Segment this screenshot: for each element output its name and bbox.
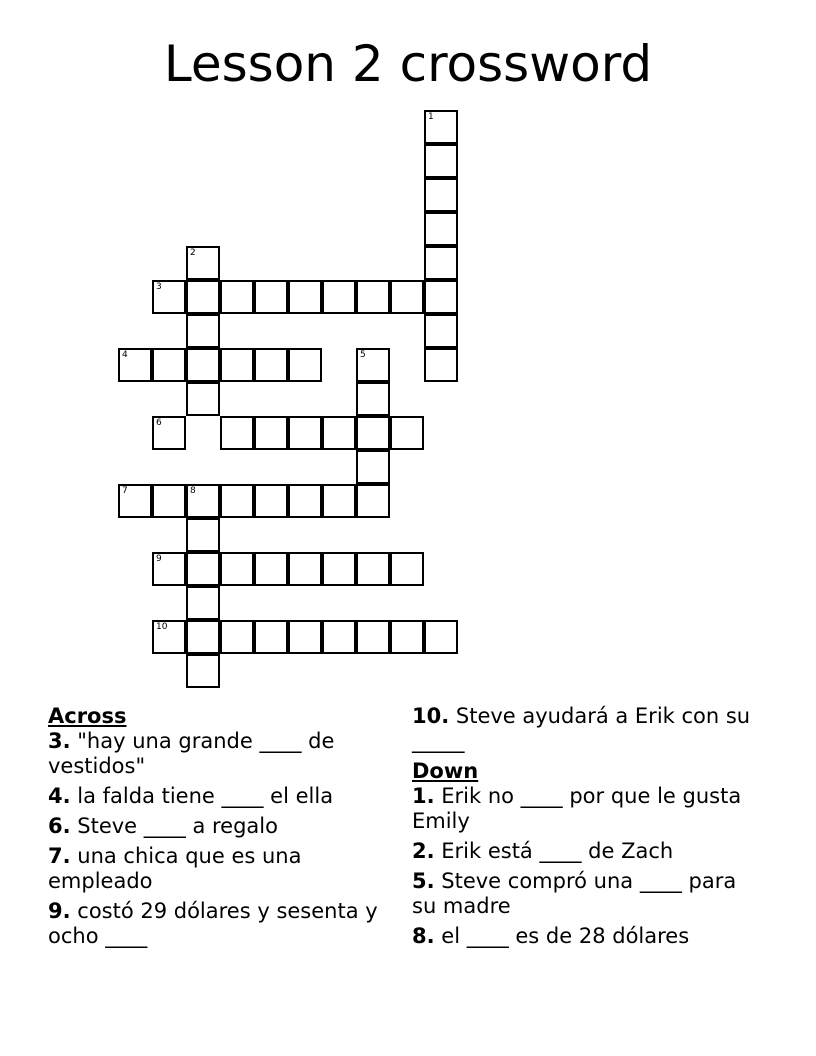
clue-number-label: 5. (412, 869, 435, 893)
down-clue (412, 869, 757, 919)
clue-number: 2 (190, 248, 196, 258)
grid-cell[interactable] (118, 484, 152, 518)
grid-cell[interactable] (288, 552, 322, 586)
down-clue-list (412, 784, 757, 949)
grid-cell[interactable] (186, 314, 220, 348)
clue-number: 1 (428, 112, 434, 122)
down-heading: Down (412, 759, 479, 783)
grid-cell[interactable] (186, 552, 220, 586)
grid-cell[interactable] (424, 110, 458, 144)
grid-cell[interactable] (424, 314, 458, 348)
grid-cell[interactable] (220, 348, 254, 382)
across-clue (48, 844, 393, 894)
clue-number-label: 4. (48, 784, 71, 808)
grid-cell[interactable] (220, 620, 254, 654)
clue-text: el ____ es de 28 dólares (434, 924, 690, 948)
grid-cell[interactable] (152, 484, 186, 518)
clue-number-label: 3. (48, 729, 71, 753)
grid-cell[interactable] (356, 416, 390, 450)
grid-cell[interactable] (424, 348, 458, 382)
clue-number: 7 (122, 486, 128, 496)
grid-cell[interactable] (254, 552, 288, 586)
clue-text: una chica que es una empleado (48, 844, 302, 893)
across-clue (412, 704, 757, 754)
clues-left-column (48, 704, 393, 954)
across-clue (48, 899, 393, 949)
grid-cell[interactable] (152, 348, 186, 382)
grid-cell[interactable] (288, 348, 322, 382)
page-title: Lesson 2 crossword (163, 35, 653, 93)
clue-text: Steve ____ a regalo (70, 814, 278, 838)
grid-cell[interactable] (186, 654, 220, 688)
grid-cell[interactable] (186, 484, 220, 518)
grid-cell[interactable] (152, 280, 186, 314)
grid-cell[interactable] (322, 484, 356, 518)
clue-text: Erik está ____ de Zach (434, 839, 674, 863)
across-clue (48, 814, 393, 839)
across-clue (48, 729, 393, 779)
clue-number-label: 7. (48, 844, 71, 868)
across-heading: Across (48, 704, 127, 728)
grid-cell[interactable] (186, 586, 220, 620)
grid-cell[interactable] (220, 280, 254, 314)
grid-cell[interactable] (356, 552, 390, 586)
clue-text: "hay una grande ____ de vestidos" (48, 729, 335, 778)
grid-cell[interactable] (220, 552, 254, 586)
grid-cell[interactable] (186, 280, 220, 314)
grid-cell[interactable] (322, 416, 356, 450)
grid-cell[interactable] (424, 280, 458, 314)
grid-cell[interactable] (186, 620, 220, 654)
grid-cell[interactable] (424, 246, 458, 280)
clue-number-label: 1. (412, 784, 435, 808)
clue-text: la falda tiene ____ el ella (70, 784, 334, 808)
down-clue (412, 924, 757, 949)
grid-cell[interactable] (390, 280, 424, 314)
grid-cell[interactable] (424, 620, 458, 654)
grid-cell[interactable] (390, 552, 424, 586)
clue-number: 8 (190, 486, 196, 496)
grid-cell[interactable] (220, 484, 254, 518)
grid-cell[interactable] (424, 212, 458, 246)
clue-text: Steve compró una ____ para su madre (412, 869, 737, 918)
grid-cell[interactable] (220, 416, 254, 450)
clue-number-label: 9. (48, 899, 71, 923)
grid-cell[interactable] (288, 280, 322, 314)
grid-cell[interactable] (356, 620, 390, 654)
clue-text: costó 29 dólares y sesenta y ocho ____ (48, 899, 378, 948)
grid-cell[interactable] (288, 484, 322, 518)
grid-cell[interactable] (186, 246, 220, 280)
grid-cell[interactable] (152, 552, 186, 586)
across-clue-list (48, 729, 393, 949)
grid-cell[interactable] (390, 620, 424, 654)
clue-number: 4 (122, 350, 128, 360)
grid-cell[interactable] (254, 280, 288, 314)
grid-cell[interactable] (254, 348, 288, 382)
clue-number-label: 6. (48, 814, 71, 838)
grid-cell[interactable] (118, 348, 152, 382)
grid-cell[interactable] (424, 144, 458, 178)
down-clue (412, 784, 757, 834)
grid-cell[interactable] (254, 416, 288, 450)
clue-number-label: 8. (412, 924, 435, 948)
grid-cell[interactable] (186, 348, 220, 382)
grid-cell[interactable] (356, 450, 390, 484)
grid-cell[interactable] (254, 620, 288, 654)
grid-cell[interactable] (152, 620, 186, 654)
grid-cell[interactable] (356, 280, 390, 314)
grid-cell[interactable] (186, 518, 220, 552)
grid-cell[interactable] (186, 382, 220, 416)
clues-right-column (412, 704, 757, 954)
clue-text: Erik no ____ por que le gusta Emily (412, 784, 742, 833)
grid-cell[interactable] (356, 348, 390, 382)
clue-number: 10 (156, 622, 168, 632)
grid-cell[interactable] (356, 382, 390, 416)
grid-cell[interactable] (390, 416, 424, 450)
grid-cell[interactable] (356, 484, 390, 518)
clue-text: Steve ayudará a Erik con su _____ (412, 704, 751, 753)
clue-number-label: 10. (412, 704, 450, 728)
clue-number: 6 (156, 418, 162, 428)
across-clue-list-continued (412, 704, 757, 754)
grid-cell[interactable] (322, 280, 356, 314)
grid-cell[interactable] (288, 416, 322, 450)
clue-number: 3 (156, 282, 162, 292)
clue-number: 9 (156, 554, 162, 564)
grid-cell[interactable] (322, 552, 356, 586)
grid-cell[interactable] (288, 620, 322, 654)
across-clue (48, 784, 393, 809)
clue-number-label: 2. (412, 839, 435, 863)
clue-number: 5 (360, 350, 366, 360)
grid-cell[interactable] (254, 484, 288, 518)
down-clue (412, 839, 757, 864)
grid-cell[interactable] (424, 178, 458, 212)
grid-cell[interactable] (152, 416, 186, 450)
grid-cell[interactable] (322, 620, 356, 654)
